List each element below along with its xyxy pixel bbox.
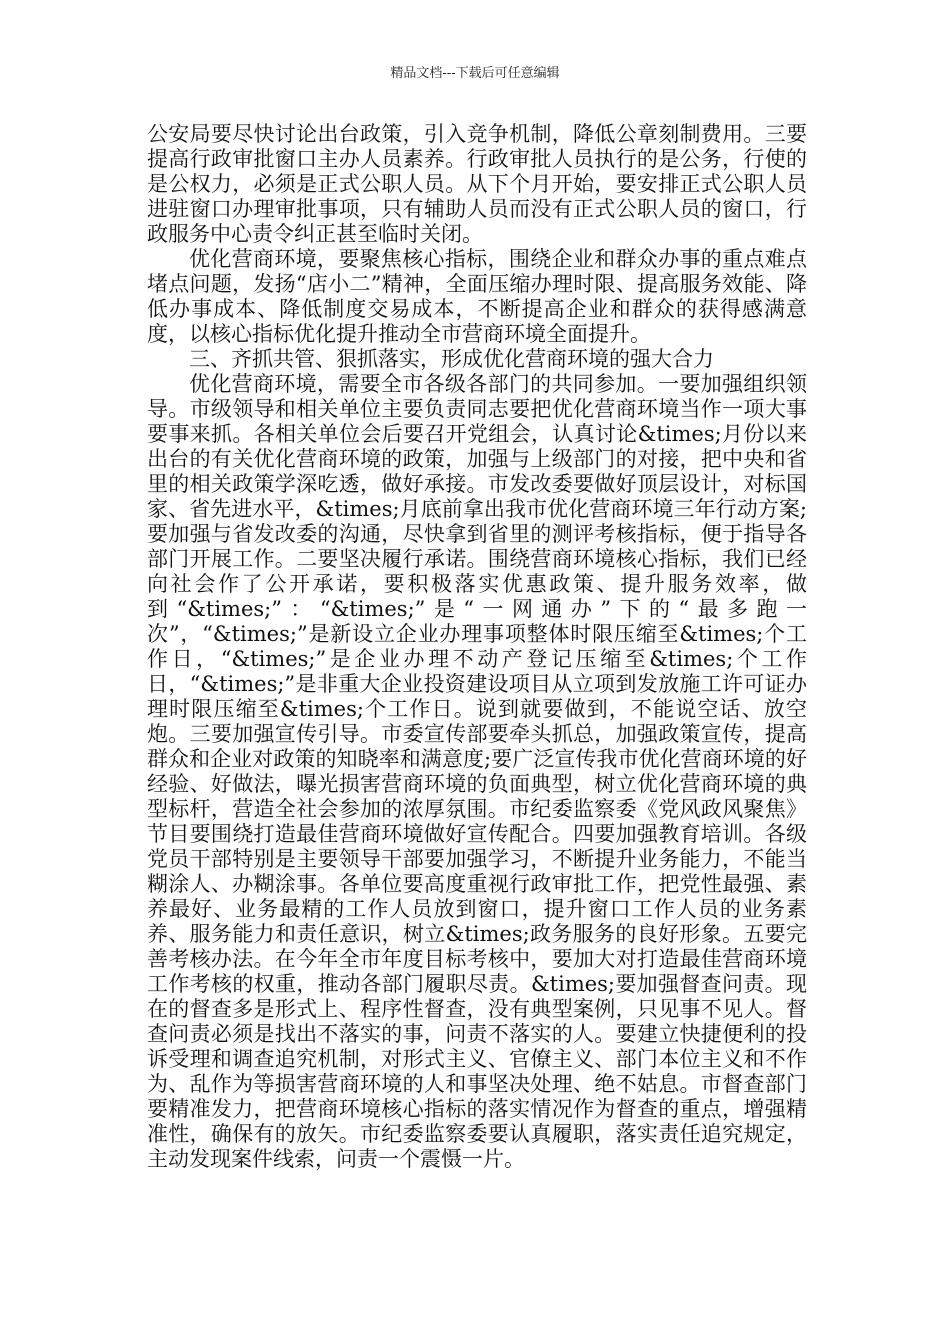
document-body [147, 122, 807, 1172]
paragraph: 优化营商环境，要聚焦核心指标，围绕企业和群众办事的重点难点堵点问题，发扬“店小二”精神，全面压缩办理时限、提高服务效能、降低办事成本、降低制度交易成本，不断提高企业和群众的获得感满意度，以核心指标优化提升推动全市营商环境全面提升。 [147, 247, 807, 346]
paragraph: 优化营商环境，需要全市各级各部门的共同参加。一要加强组织领导。市级领导和相关单位主要负责同志要把优化营商环境当作一项大事要事来抓。各相关单位会后要召开党组会，认真讨论&times;月份以来出台的有关优化营商环境的政策，加强与上级部门的对接，把中央和省里的相关政策学深吃透，做好承接。市发改委要做好顶层设计，对标国家、省先进水平，&times;月底前拿出我市优化营商环境三年行动方案;要加强与省发改委的沟通，尽快拿到省里的测评考核指标，便于指导各部门开展工作。二要坚决履行承诺。围绕营商环境核心指标，我们已经向社会作了公开承诺，要积极落实优惠政策、提升服务效率，做到“&times;”：“&times;”是“一网通办”下的“最多跑一次”，“&times;”是新设立企业办理事项整体时限压缩至&times;个工作日，“&times;”是企业办理不动产登记压缩至&times;个工作日，“&times;”是非重大企业投资建设项目从立项到发放施工许可证办理时限压缩至&times;个工作日。说到就要做到，不能说空话、放空炮。三要加强宣传引导。市委宣传部要牵头抓总，加强政策宣传，提高群众和企业对政策的知晓率和满意度;要广泛宣传我市优化营商环境的好经验、好做法，曝光损害营商环境的负面典型，树立优化营商环境的典型标杆，营造全社会参加的浓厚氛围。市纪委监察委《党风政风聚焦》节目要围绕打造最佳营商环境做好宣传配合。四要加强教育培训。各级党员干部特别是主要领导干部要加强学习，不断提升业务能力，不能当糊涂人、办糊涂事。各单位要高度重视行政审批工作，把党性最强、素养最好、业务最精的工作人员放到窗口，提升窗口工作人员的业务素养、服务能力和责任意识，树立&times;政务服务的良好形象。五要完善考核办法。在今年全市年度目标考核中，要加大对打造最佳营商环境工作考核的权重，推动各部门履职尽责。&times;要加强督查问责。现在的督查多是形式上、程序性督查，没有典型案例，只见事不见人。督查问责必须是找出不落实的事，问责不落实的人。要建立快捷便利的投诉受理和调查追究机制，对形式主义、官僚主义、部门本位主义和不作为、乱作为等损害营商环境的人和事坚决处理、绝不姑息。市督查部门要精准发力，把营商环境核心指标的落实情况作为督查的重点，增强精准性，确保有的放矢。市纪委监察委要认真履职，落实责任追究规定，主动发现案件线索，问责一个震慑一片。 [147, 372, 807, 1171]
paragraph: 公安局要尽快讨论出台政策，引入竞争机制，降低公章刻制费用。三要提高行政审批窗口主办人员素养。行政审批人员执行的是公务，行使的是公权力，必须是正式公职人员。从下个月开始，要安排正式公职人员进驻窗口办理审批事项，只有辅助人员而没有正式公职人员的窗口，行政服务中心责令纠正甚至临时关闭。 [147, 122, 807, 246]
section-heading: 三、齐抓共管、狠抓落实，形成优化营商环境的强大合力 [189, 347, 714, 371]
page-header: 精品文档---下载后可任意编辑 [390, 66, 560, 81]
